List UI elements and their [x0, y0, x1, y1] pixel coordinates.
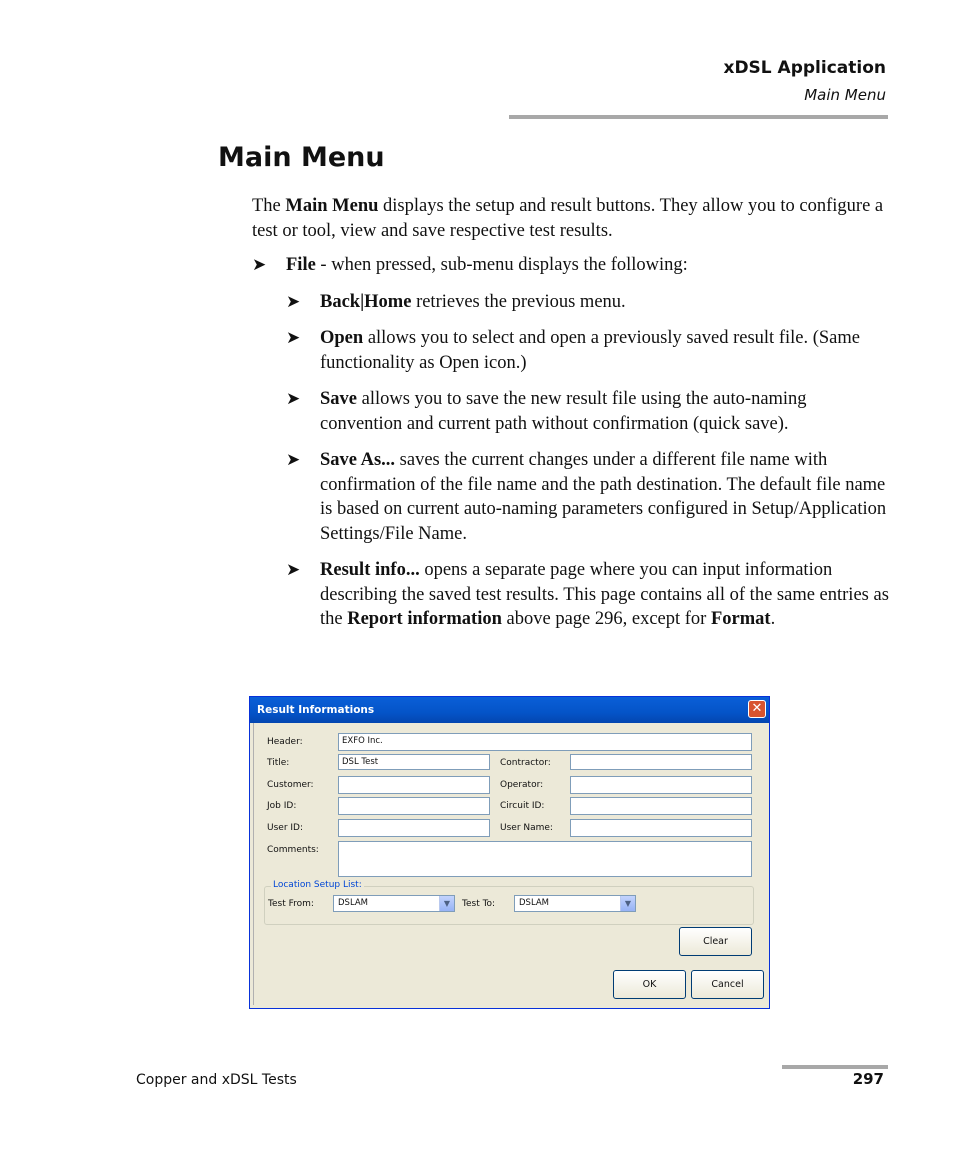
intro-paragraph — [252, 194, 892, 243]
location-setup-group — [264, 880, 754, 925]
list-item-text-2: above page 296, except for — [501, 609, 711, 629]
list-item-text-3: . — [770, 609, 776, 629]
list-item-bold-2: Report information — [347, 609, 502, 629]
file-item-text: - when pressed, sub-menu displays the following: — [315, 255, 688, 275]
page-title: Main Menu — [218, 142, 385, 173]
cancel-button[interactable]: Cancel — [691, 970, 764, 999]
list-item-text: allows you to select and open a previously saved result file. (Same functionality as Open icon.) — [320, 328, 860, 373]
list-item-text: allows you to save the new result file using the auto-naming convention and current path without confirmation (quick save). — [320, 389, 807, 434]
list-item-bold: Result info... — [320, 560, 420, 580]
intro-text-1: The — [252, 196, 286, 216]
section-title: xDSL Application — [723, 58, 886, 78]
body-text — [252, 194, 892, 632]
footer-rule — [782, 1065, 888, 1069]
user-id-label: User ID: — [267, 823, 303, 833]
bullet-arrow-icon: ➤ — [286, 291, 301, 311]
test-from-value: DSLAM — [338, 898, 369, 908]
file-item — [252, 253, 892, 278]
circuit-id-field[interactable] — [570, 797, 752, 815]
list-item — [286, 448, 892, 546]
test-to-value: DSLAM — [519, 898, 550, 908]
list-item-bold-3: Format — [710, 609, 771, 629]
title-label: Title: — [267, 758, 290, 768]
file-item-bold: File — [286, 255, 316, 275]
list-item-text: retrieves the previous menu. — [411, 291, 626, 312]
bullet-arrow-icon: ➤ — [286, 560, 301, 579]
user-id-field[interactable] — [338, 819, 490, 837]
chevron-down-icon[interactable]: ▼ — [439, 896, 454, 911]
list-item — [286, 387, 892, 436]
bullet-arrow-icon: ➤ — [286, 450, 301, 469]
list-item — [286, 326, 892, 375]
title-field[interactable]: DSL Test — [338, 754, 490, 770]
header-field[interactable]: EXFO Inc. — [338, 733, 752, 751]
circuit-id-label: Circuit ID: — [500, 801, 545, 811]
test-from-select[interactable] — [333, 895, 455, 912]
list-item-result-info — [286, 558, 892, 632]
footer-title: Copper and xDSL Tests — [136, 1072, 297, 1088]
operator-field[interactable] — [570, 776, 752, 794]
sub-list — [286, 290, 892, 632]
customer-field[interactable] — [338, 776, 490, 794]
ok-button[interactable]: OK — [613, 970, 686, 999]
location-setup-legend: Location Setup List: — [273, 880, 362, 890]
dialog-title: Result Informations — [257, 704, 375, 716]
intro-bold: Main Menu — [285, 196, 379, 216]
page-number: 297 — [852, 1070, 884, 1088]
clear-button[interactable]: Clear — [679, 927, 752, 956]
chevron-down-icon[interactable]: ▼ — [620, 896, 635, 911]
contractor-field[interactable] — [570, 754, 752, 770]
comments-label: Comments: — [267, 845, 319, 855]
header-rule — [509, 115, 888, 119]
list-item-bold: Back|Home — [320, 291, 412, 312]
bullet-arrow-icon: ➤ — [252, 255, 267, 274]
running-header — [723, 58, 886, 104]
contractor-label: Contractor: — [500, 758, 551, 768]
operator-label: Operator: — [500, 780, 544, 790]
list-item-bold: Open — [320, 328, 364, 348]
result-informations-dialog — [249, 696, 770, 1009]
list-item-text: saves the current changes under a different file name with confirmation of the file name and the path destination. The default file name is based on current auto-naming parameters configured in Setup/Application Settings/File Name. — [320, 450, 887, 544]
job-id-label: Job ID: — [267, 801, 297, 811]
comments-field[interactable] — [338, 841, 752, 877]
bullet-arrow-icon: ➤ — [286, 389, 301, 408]
bullet-arrow-icon: ➤ — [286, 328, 301, 347]
subsection-title: Main Menu — [804, 86, 886, 104]
job-id-field[interactable] — [338, 797, 490, 815]
dialog-body — [253, 723, 766, 1005]
intro-text-2: displays the setup and result buttons. They allow you to configure a test or tool, view and save respective test results. — [252, 196, 884, 241]
test-to-select[interactable] — [514, 895, 636, 912]
user-name-label: User Name: — [500, 823, 553, 833]
list-item — [286, 290, 892, 315]
test-to-label: Test To: — [462, 899, 496, 909]
user-name-field[interactable] — [570, 819, 752, 837]
list-item-bold: Save As... — [320, 450, 396, 470]
list-item-bold: Save — [320, 389, 357, 409]
dialog-titlebar — [250, 697, 769, 723]
close-icon[interactable]: ✕ — [748, 700, 766, 718]
test-from-label: Test From: — [268, 899, 314, 909]
customer-label: Customer: — [267, 780, 314, 790]
header-label: Header: — [267, 737, 303, 747]
list-item-text: opens a separate page where you can input information describing the saved test results. This page contains all of the same entries as the — [320, 560, 889, 629]
